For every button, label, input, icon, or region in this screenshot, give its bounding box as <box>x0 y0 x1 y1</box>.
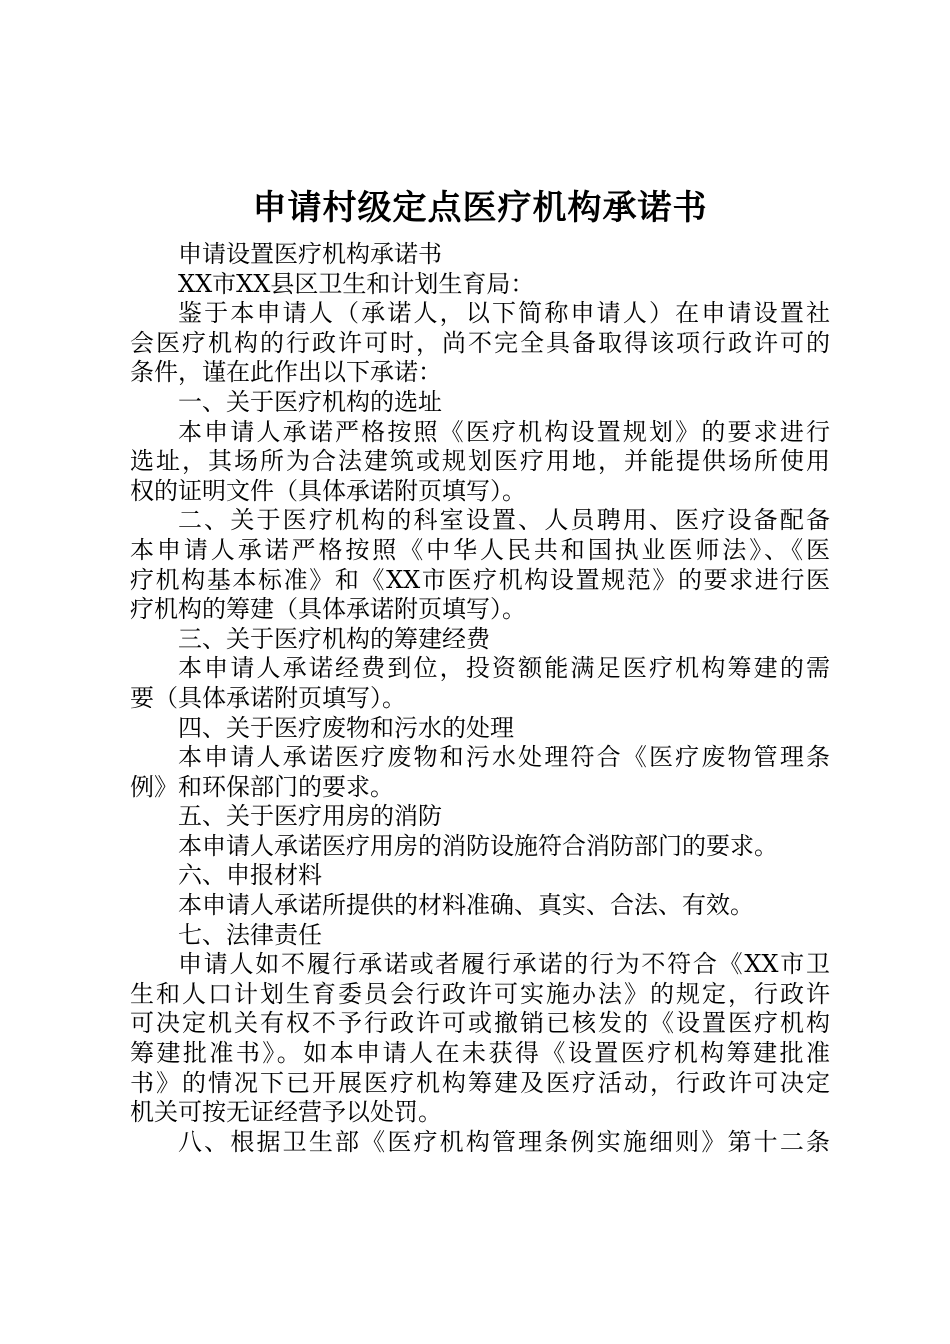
body-text-line: 疗机构基本标准》和《XX市医疗机构设置规范》的要求进行医 <box>130 565 830 594</box>
body-text-line: 要（具体承诺附页填写）。 <box>130 683 406 712</box>
body-text-line: XX市XX县区卫生和计划生育局： <box>178 269 535 298</box>
body-text-line: 七、法律责任 <box>178 920 322 949</box>
body-text-line: 疗机构的筹建（具体承诺附页填写）。 <box>130 595 526 624</box>
body-text-line: 鉴于本申请人（承诺人，以下简称申请人）在申请设置社 <box>178 299 830 328</box>
body-text-line: 一、关于医疗机构的选址 <box>178 387 442 416</box>
body-text-line: 本申请人承诺经费到位，投资额能满足医疗机构筹建的需 <box>178 654 830 683</box>
body-text-line: 本申请人承诺医疗废物和污水处理符合《医疗废物管理条 <box>178 743 830 772</box>
body-text-line: 五、关于医疗用房的消防 <box>178 802 442 831</box>
body-text-line: 筹建批准书》。如本申请人在未获得《设置医疗机构筹建批准 <box>130 1039 830 1068</box>
body-text-line: 二、关于医疗机构的科室设置、人员聘用、医疗设备配备 <box>178 506 830 535</box>
body-text-line: 机关可按无证经营予以处罚。 <box>130 1098 442 1127</box>
body-text-line: 本申请人承诺医疗用房的消防设施符合消防部门的要求。 <box>178 831 778 860</box>
body-text-line: 权的证明文件（具体承诺附页填写）。 <box>130 476 526 505</box>
body-text-line: 申请设置医疗机构承诺书 <box>178 240 442 268</box>
body-text-line: 六、申报材料 <box>178 861 322 890</box>
document-title: 申请村级定点医疗机构承诺书 <box>252 188 708 228</box>
body-text-line: 可决定机关有权不予行政许可或撤销已核发的《设置医疗机构 <box>130 1009 830 1038</box>
body-text-line: 八、根据卫生部《医疗机构管理条例实施细则》第十二条 <box>178 1127 830 1156</box>
body-text-line: 本申请人承诺严格按照《医疗机构设置规划》的要求进行 <box>178 417 830 446</box>
document-page <box>130 186 830 1157</box>
body-text-line: 条件，谨在此作出以下承诺： <box>130 358 442 387</box>
body-text-line: 本申请人承诺所提供的材料准确、真实、合法、有效。 <box>178 891 754 920</box>
body-text-line: 书》的情况下已开展医疗机构筹建及医疗活动，行政许可决定 <box>130 1068 830 1097</box>
body-text-line: 申请人如不履行承诺或者履行承诺的行为不符合《XX市卫 <box>178 950 830 979</box>
body-text-line: 选址，其场所为合法建筑或规划医疗用地，并能提供场所使用 <box>130 447 830 476</box>
document-body <box>130 240 830 1157</box>
body-text-line: 生和人口计划生育委员会行政许可实施办法》的规定，行政许 <box>130 979 830 1008</box>
body-text-line: 会医疗机构的行政许可时，尚不完全具备取得该项行政许可的 <box>130 328 830 357</box>
body-text-line: 例》和环保部门的要求。 <box>130 772 394 801</box>
body-text-line: 四、关于医疗废物和污水的处理 <box>178 713 514 742</box>
body-text-line: 三、关于医疗机构的筹建经费 <box>178 624 490 653</box>
body-text-line: 本申请人承诺严格按照《中华人民共和国执业医师法》、《医 <box>130 535 830 564</box>
